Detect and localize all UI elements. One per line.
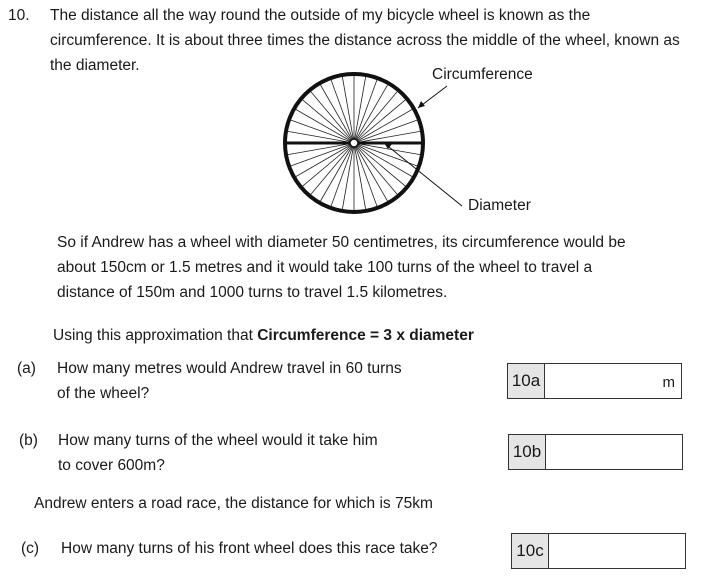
part-a-line-2: of the wheel?	[57, 385, 150, 402]
answer-box-10c-label: 10c	[512, 534, 549, 568]
answer-box-10b[interactable]	[508, 434, 683, 470]
intro-line-2: circumference. It is about three times the distance across the middle of the wheel, known as	[50, 32, 680, 49]
part-a-line-1: How many metres would Andrew travel in 60 turns	[57, 360, 402, 377]
approximation-prefix: Using this approximation that	[53, 327, 258, 344]
part-b-line-2: to cover 600m?	[58, 457, 165, 474]
answer-box-10a-label: 10a	[508, 364, 545, 398]
question-number: 10.	[8, 7, 30, 24]
approximation-formula: Circumference = 3 x diameter	[257, 327, 474, 344]
answer-box-10c[interactable]	[511, 533, 686, 569]
wheel-hub	[350, 139, 358, 147]
example-line-2: about 150cm or 1.5 metres and it would take 100 turns of the wheel to travel a	[57, 259, 593, 276]
part-a-label: (a)	[17, 360, 36, 377]
part-b-line-1: How many turns of the wheel would it take him	[58, 432, 378, 449]
bicycle-wheel-diagram	[0, 0, 712, 230]
circumference-arrowhead	[418, 101, 425, 108]
example-line-3: distance of 150m and 1000 turns to travel 1.5 kilometres.	[57, 284, 448, 301]
approximation-statement	[53, 323, 474, 348]
answer-box-10b-label: 10b	[509, 435, 546, 469]
diameter-label: Diameter	[468, 197, 531, 214]
part-b-label: (b)	[19, 432, 38, 449]
intro-line-3: the diameter.	[50, 57, 140, 74]
part-c-label: (c)	[21, 540, 40, 557]
answer-box-10a[interactable]	[507, 363, 682, 399]
race-statement: Andrew enters a road race, the distance for which is 75km	[34, 495, 433, 512]
part-c-line-1: How many turns of his front wheel does this race take?	[61, 540, 438, 557]
intro-line-1: The distance all the way round the outside of my bicycle wheel is known as the	[50, 7, 591, 24]
circumference-label: Circumference	[432, 66, 533, 83]
answer-box-10a-unit: m	[662, 374, 675, 391]
example-line-1: So if Andrew has a wheel with diameter 50 centimetres, its circumference would be	[57, 234, 626, 251]
